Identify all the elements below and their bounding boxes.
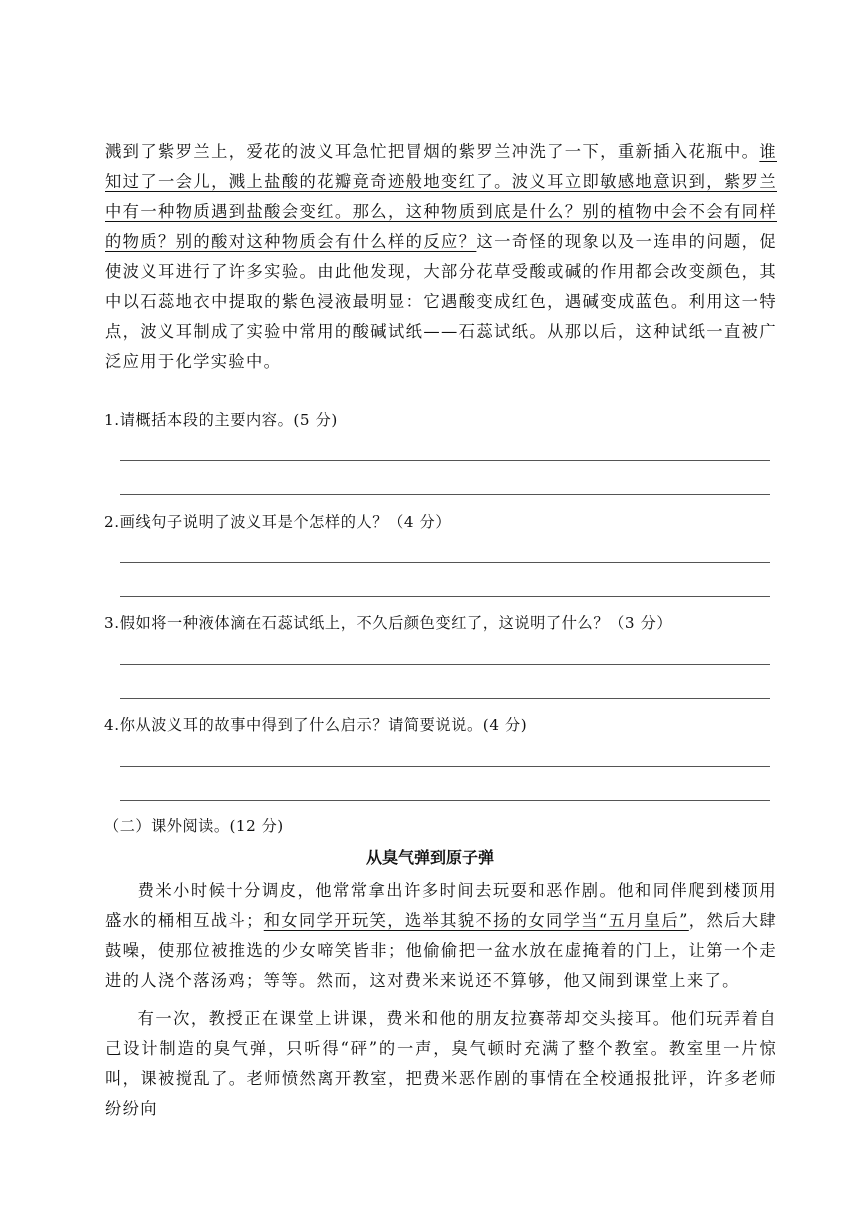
passage-text: 溅到了紫罗兰上，爱花的波义耳急忙把冒烟的紫罗兰冲洗了一下，重新插入花瓶中。 xyxy=(105,142,760,161)
answer-line[interactable] xyxy=(120,460,770,461)
story-paragraph-1 xyxy=(105,876,777,996)
question-2: 2.画线句子说明了波义耳是个怎样的人？（4 分） xyxy=(104,513,452,531)
story-text: 费米小时候十分调皮，他常常拿出许多时间去玩耍和恶作剧。他和同伴爬到楼顶用盛水的桶相互战斗； xyxy=(105,881,777,930)
story-title: 从臭气弹到原子弹 xyxy=(365,848,494,867)
answer-line[interactable] xyxy=(120,766,770,767)
underlined-sentences: 谁知过了一会儿，溅上盐酸的花瓣竟奇迹般地变红了。波义耳立即敏感地意识到，紫罗兰中有一种物质遇到盐酸会变红。那么，这种物质到底是什么？别的植物中会不会有同样的物质？别的酸对这种物质会有什么样的反应？ xyxy=(105,142,777,251)
question-3: 3.假如将一种液体滴在石蕊试纸上，不久后颜色变红了，这说明了什么？（3 分） xyxy=(104,614,673,632)
answer-line[interactable] xyxy=(120,664,770,665)
story-body xyxy=(105,876,777,1132)
answer-line[interactable] xyxy=(120,800,770,801)
question-1: 1.请概括本段的主要内容。(5 分) xyxy=(104,411,338,429)
question-4: 4.你从波义耳的故事中得到了什么启示？请简要说说。(4 分) xyxy=(104,716,528,734)
story-paragraph-2: 有一次，教授正在课堂上讲课，费米和他的朋友拉赛蒂却交头接耳。他们玩弄着自己设计制造的臭气弹，只听得“砰”的一声，臭气顿时充满了整个教室。教室里一片惊叫，课被搅乱了。老师愤然离开教室，把费米恶作剧的事情在全校通报批评，许多老师纷纷向 xyxy=(105,1009,777,1118)
answer-line[interactable] xyxy=(120,698,770,699)
story-text: ，然后大肆鼓噪，使那位被推选的少女啼笑皆非；他偷偷把一盆水放在虚掩着的门上，让第一个走进的人浇个落汤鸡；等等。然而，这对费米来说还不算够，他又闹到课堂上来了。 xyxy=(105,911,777,990)
underlined-phrase: 和女同学开玩笑，选举其貌不扬的女同学当“五月皇后” xyxy=(263,911,689,930)
section-header: （二）课外阅读。(12 分) xyxy=(104,817,284,835)
passage-text: 这一奇怪的现象以及一连串的问题，促使波义耳进行了许多实验。由此他发现，大部分花草受酸或碱的作用都会改变颜色，其中以石蕊地衣中提取的紫色浸液最明显：它遇酸变成红色，遇碱变成蓝色。利用这一特点，波义耳制成了实验中常用的酸碱试纸——石蕊试纸。从那以后，这种试纸一直被广泛应用于化学实验中。 xyxy=(105,232,778,371)
answer-line[interactable] xyxy=(120,494,770,495)
answer-line[interactable] xyxy=(120,596,770,597)
answer-line[interactable] xyxy=(120,562,770,563)
passage-paragraph xyxy=(105,137,777,377)
